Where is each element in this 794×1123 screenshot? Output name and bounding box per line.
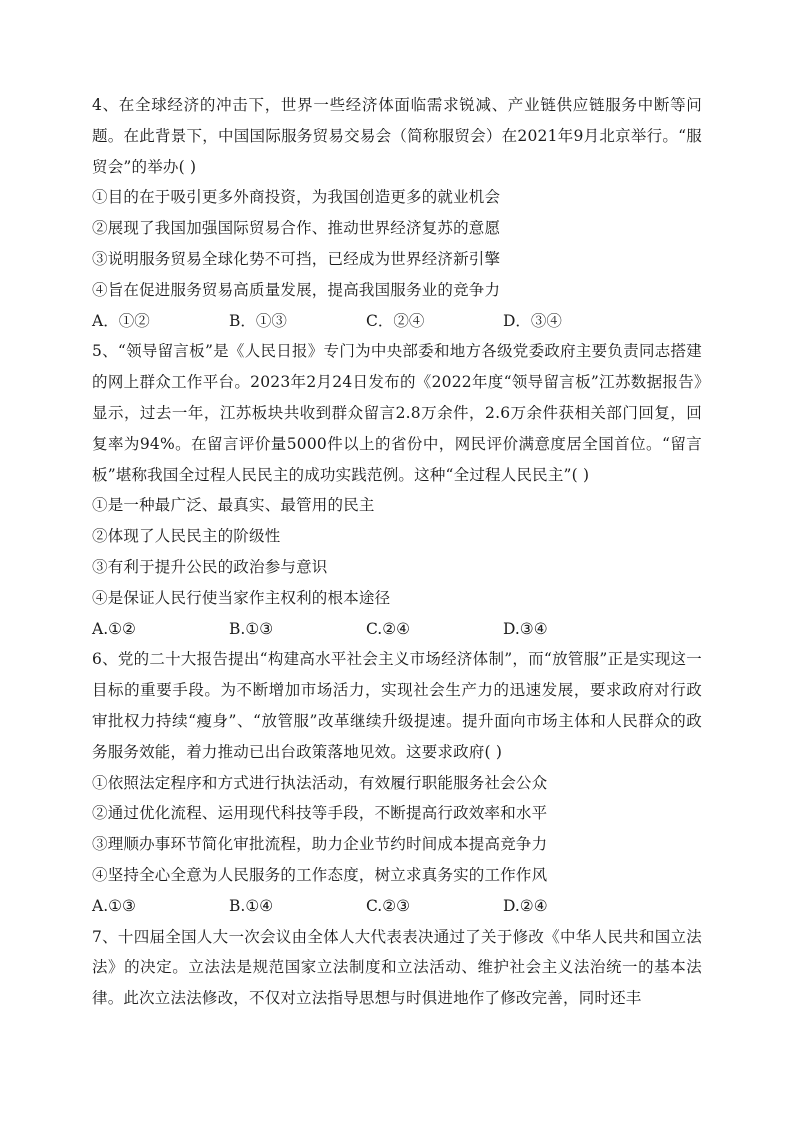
question-5 <box>92 336 702 644</box>
choice-a: A．①② <box>92 311 150 330</box>
option-4: ④旨在促进服务贸易高质量发展，提高我国服务业的竞争力 <box>92 280 501 299</box>
choice-a: A.①③ <box>92 896 136 915</box>
option-3: ③有利于提升公民的政治参与意识 <box>92 557 328 576</box>
option-4: ④是保证人民行使当家作主权利的根本途径 <box>92 588 391 607</box>
answer-choices <box>92 306 702 337</box>
answer-choices <box>92 891 702 922</box>
option-2: ②通过优化流程、运用现代科技等手段，不断提高行政效率和水平 <box>92 804 548 823</box>
option-3: ③说明服务贸易全球化势不可挡，已经成为世界经济新引擎 <box>92 249 501 268</box>
choice-c: C．②④ <box>366 311 425 330</box>
option-2: ②展现了我国加强国际贸易合作、推动世界经济复苏的意愿 <box>92 219 501 238</box>
question-stem: 6、党的二十大报告提出“构建高水平社会主义市场经济体制”，而“放管服”正是实现这一目标的重要手段。为不断增加市场活力，实现社会生产力的迅速发展，要求政府对行政审批权力持续“瘦身”、“放管服”改革继续升级提速。提升面向市场主体和人民群众的政务服务效能，着力推动已出台政策落地见效。这要求政府( ) <box>92 650 702 761</box>
option-1: ①目的在于吸引更多外商投资，为我国创造更多的就业机会 <box>92 188 501 207</box>
question-stem: 4、在全球经济的冲击下，世界一些经济体面临需求锐减、产业链供应链服务中断等问题。在此背景下，中国国际服务贸易交易会（简称服贸会）在2021年9月北京举行。“服贸会”的举办( ) <box>92 96 702 176</box>
question-7 <box>92 922 702 1014</box>
exam-content <box>92 90 702 1014</box>
choice-b: B．①③ <box>229 311 287 330</box>
choice-b: B.①④ <box>229 896 274 915</box>
option-1: ①依照法定程序和方式进行执法活动，有效履行职能服务社会公众 <box>92 773 548 792</box>
choice-a: A.①② <box>92 619 136 638</box>
answer-choices <box>92 614 702 645</box>
question-stem: 5、“领导留言板”是《人民日报》专门为中央部委和地方各级党委政府主要负责同志搭建的网上群众工作平台。2023年2月24日发布的《2022年度“领导留言板”江苏数据报告》显示，过去一年，江苏板块共收到群众留言2.8万余件，2.6万余件获相关部门回复，回复率为94%。在留言评价量5000件以上的省份中，网民评价满意度居全国首位。“留言板”堪称我国全过程人民民主的成功实践范例。这种“全过程人民民主”( ) <box>92 342 702 484</box>
question-6 <box>92 644 702 921</box>
option-1: ①是一种最广泛、最真实、最管用的民主 <box>92 496 375 515</box>
choice-d: D．③④ <box>503 311 562 330</box>
option-3: ③理顺办事环节简化审批流程，助力企业节约时间成本提高竞争力 <box>92 835 548 854</box>
choice-c: C.②④ <box>366 619 411 638</box>
choice-d: D.②④ <box>503 896 548 915</box>
question-stem: 7、十四届全国人大一次会议由全体人大代表表决通过了关于修改《中华人民共和国立法法》的决定。立法法是规范国家立法制度和立法活动、维护社会主义法治统一的基本法律。此次立法法修改，不仅对立法指导思想与时俱进地作了修改完善，同时还丰 <box>92 927 702 1008</box>
choice-b: B.①③ <box>229 619 274 638</box>
choice-d: D.③④ <box>503 619 548 638</box>
option-2: ②体现了人民民主的阶级性 <box>92 527 281 546</box>
choice-c: C.②③ <box>366 896 411 915</box>
question-4 <box>92 90 702 336</box>
option-4: ④坚持全心全意为人民服务的工作态度，树立求真务实的工作作风 <box>92 865 548 884</box>
